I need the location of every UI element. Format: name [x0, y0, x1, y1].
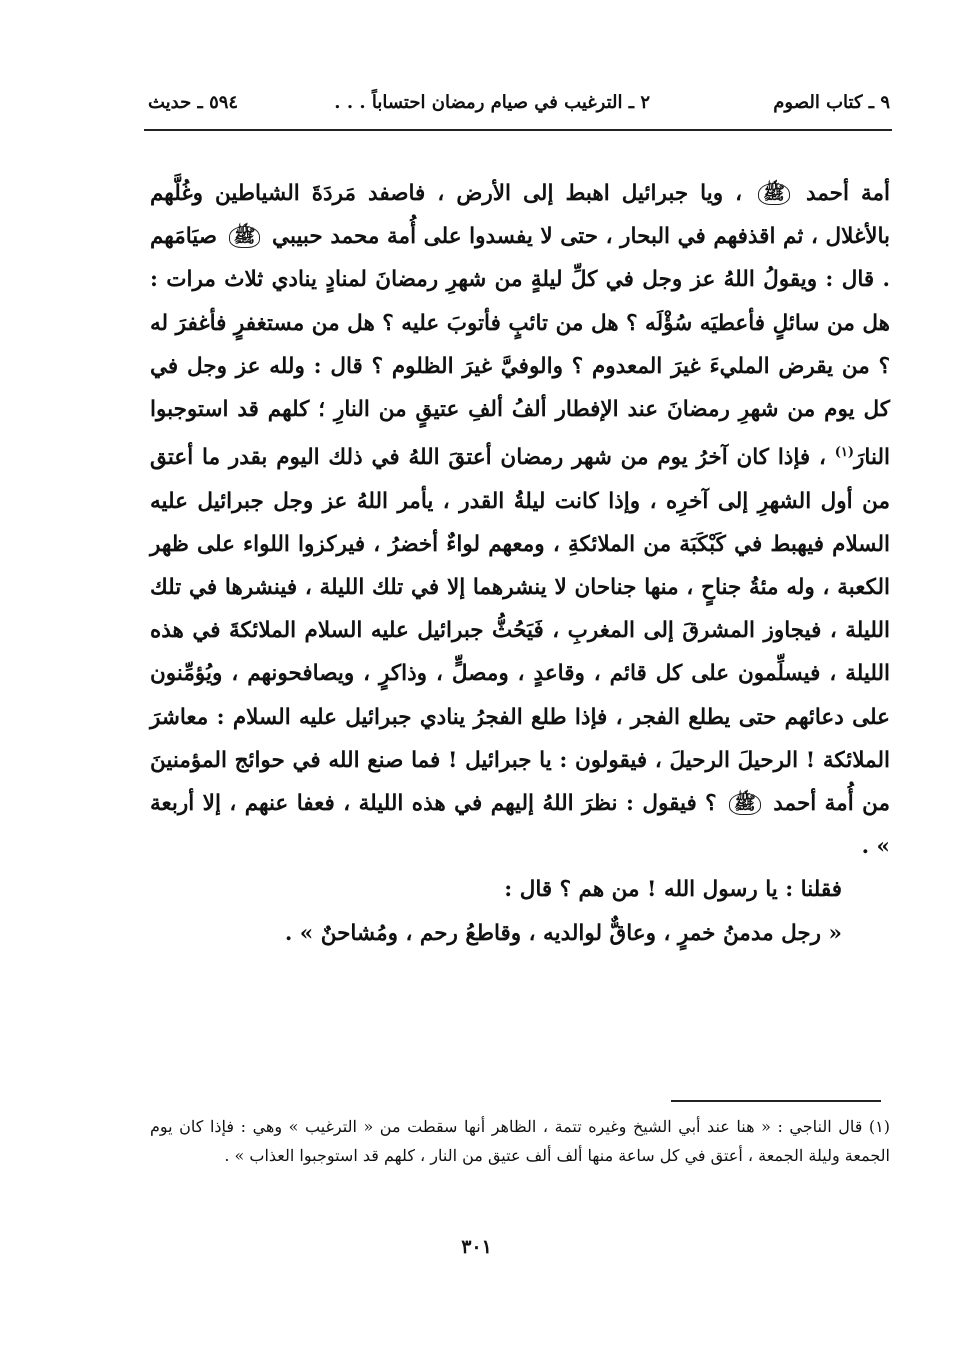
- header-section: ٢ ـ الترغيب في صيام رمضان احتساباً . . .: [334, 92, 650, 113]
- body-segment: أمة أحمد: [805, 181, 890, 206]
- header-chapter: ٩ ـ كتاب الصوم: [773, 92, 890, 113]
- hadith-paragraph: [150, 172, 890, 868]
- answer-line: « رجل مدمنُ خمرٍ ، وعاقٌّ لوالديه ، وقاطعُ رحم ، ومُشاحنٌ » .: [284, 920, 842, 946]
- footnote-reference[interactable]: (١): [834, 445, 855, 461]
- body-segment: ، ويا جبرائيل اهبط إلى الأرض ، فاصفد مَردَةَ الشياطين وغُلَّهم بالأغلال ، ثم اقذفهم في البحار ، حتى لا يفسدوا على أُمة محمد حبيبي: [150, 181, 890, 250]
- page-number: ٣٠١: [461, 1236, 492, 1258]
- salawat-symbol: ﷺ: [729, 793, 761, 815]
- body-segment: صيَامَهم . قال : ويقولُ اللهُ عز وجل في كلِّ ليلةٍ من شهرِ رمضانَ لمنادٍ ينادي ثلاث مرات : هل من سائلٍ فأعطيَه سُؤْلَه ؟ هل من تائبٍ فأتوبَ عليه ؟ هل من مستغفرٍ فأغفرَ له ؟ من يقرض المليءَ غيرَ المعدوم ؟ والوفيَّ غيرَ الظلوم ؟ قال : ولله عز وجل في كل يوم من شهرِ رمضانَ عند الإفطار ألفُ ألفِ عتيقٍ من النارِ ؛ كلهم قد استوجبوا النارَ: [150, 224, 890, 471]
- hadith-body: [150, 172, 890, 955]
- salawat-symbol: ﷺ: [229, 226, 261, 248]
- footnote-rule: [671, 1100, 881, 1102]
- footnote-text: (١) قال الناجي : « هنا عند أبي الشيخ وغيره تتمة ، الظاهر أنها سقطت من « الترغيب » وهي : فإذا كان يوم الجمعة وليلة الجمعة ، أعتق في كل ساعة منها ألف ألف عتيق من النار ، كلهم قد استوجبوا العذاب » .: [150, 1117, 890, 1165]
- salawat-symbol: ﷺ: [758, 183, 790, 205]
- body-segment: ، فإذا كان آخرُ يوم من شهر رمضان أعتقَ اللهُ في ذلك اليوم بقدر ما أعتق من أول الشهرِ إلى آخرِه ، وإذا كانت ليلةُ القدر ، يأمر اللهُ عز وجل جبرائيل عليه السلام فيهبط في كَبْكَبَة من الملائكةِ ، ومعهم لواءٌ أخضرُ ، فيركزوا اللواء على ظهر الكعبة ، وله مئةُ جناحٍ ، منها جناحان لا ينشرهما إلا في تلك الليلة ، فينشرها في تلك الليلة ، فيجاوز المشرقَ إلى المغربِ ، فَيَحُثُّ جبرائيل عليه السلام الملائكةَ في هذه الليلة ، فيسلِّمون على كل قائم ، وقاعدٍ ، ومصلٍّ ، وذاكرٍ ، ويصافحونهم ، ويُؤمِّنون على دعائهم حتى يطلع الفجر ، فإذا طلع الفجرُ ينادي جبرائيل عليه السلام : معاشرَ الملائكة ! الرحيلَ الرحيلَ ، فيقولون : يا جبرائيل ! فما صنع الله في حوائج المؤمنينَ من أُمة أحمد: [150, 445, 890, 816]
- header-hadith-number: ٥٩٤ ـ حديث: [148, 92, 239, 113]
- body-segment: ؟ فيقول : نظرَ اللهُ إليهم في هذه الليلة ، فعفا عنهم ، إلا أربعة » .: [150, 791, 890, 860]
- footnote: [150, 1112, 890, 1170]
- header-rule: [144, 129, 892, 131]
- question-line: فقلنا : يا رسول الله ! من هم ؟ قال :: [504, 877, 842, 903]
- running-header: [148, 92, 890, 128]
